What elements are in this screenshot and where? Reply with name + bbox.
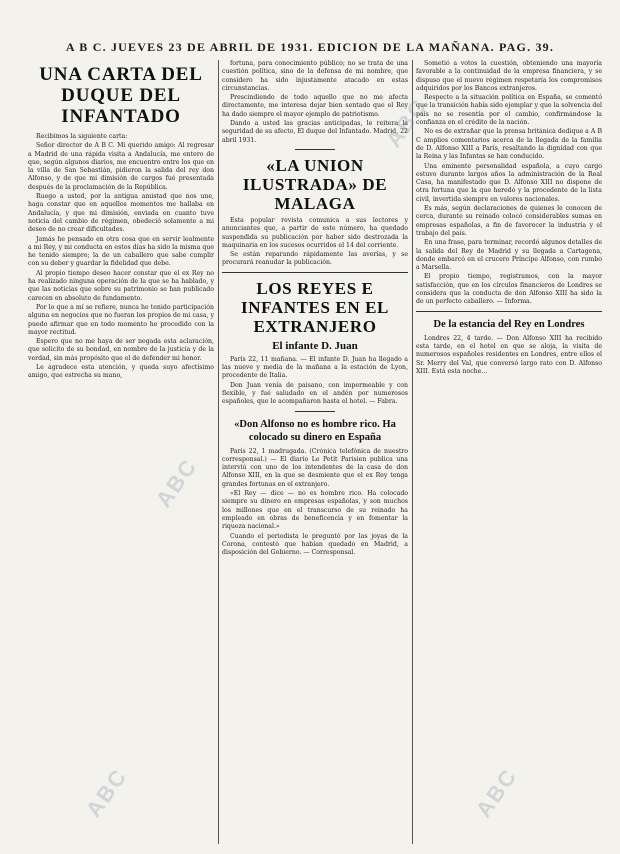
paragraph: Una eminente personalidad española, a cuyo cargo estuvo durante largos años la administración de la Real Casa, ha manifestado que D. Alfonso XIII no dispone de otra fortuna que la que heredó y la procedente de la lista civil, invertida siempre en valores nacionales. <box>416 162 602 203</box>
article-title-reyes-infantes: LOS REYES E INFANTES EN EL EXTRANJERO <box>241 278 389 336</box>
article-title-union-ilustrada: «LA UNION ILUSTRADA» DE MALAGA <box>242 155 388 213</box>
abc-watermark: ABC <box>80 763 133 822</box>
article-title-don-alfonso: «Don Alfonso no es hombre rico. Ha colocado su dinero en España <box>234 418 396 443</box>
running-head: A B C. JUEVES 23 DE ABRIL DE 1931. EDICION DE LA MAÑANA. PAG. 39. <box>65 40 555 54</box>
paragraph: Cuando el periodista le preguntó por las joyas de la Corona, contestó que habían quedado en Madrid, a disposición del Gobierno. — Corresponsal. <box>222 532 408 557</box>
paragraph: Don Juan venía de paisano, con impermeable y con flexible, y fué saludado en el andén por numerosos españoles, que le acompañaron hasta el hotel. — Fabra. <box>222 381 408 406</box>
column-divider <box>218 60 219 844</box>
article-title-infantado: UNA CARTA DEL DUQUE DEL INFANTADO <box>39 64 203 127</box>
paragraph: No es de extrañar que la prensa británica dedique a A B C amplios comentarios acerca de la llegada de la familia de D. Alfonso XIII a París, resaltando la dignidad con que la Reina y las Infantas se han conducido. <box>416 128 602 161</box>
paragraph: Es más, según declaraciones de quienes le conocen de cerca, durante su reinado colocó considerables sumas en empresas españolas, a fin de favorecer la industria y el trabajo del país. <box>416 205 602 237</box>
paragraph: Londres 22, 4 tarde. — Don Alfonso XIII ha recibido esta tarde, en el hotel en que se aloja, la visita de numerosos españoles residentes en Londres, entre ellos el Sr. Merry del Val, que conversó largo rato con D. Alfonso XIII. Está esta noche... <box>416 334 602 375</box>
paragraph: Dando a usted las gracias anticipadas, le reitera la seguridad de su afecto, El duque del Infantado. Madrid, 22 abril 1931. <box>222 120 408 144</box>
paragraph: Al propio tiempo deseo hacer constar que el ex Rey no ha realizado ninguna operación de la que se ha hablado, y que las noticias que sobre su patrimonio se han publicado carecen en absoluto de fundamento. <box>28 269 214 302</box>
subheading-infante-juan: El infante D. Juan <box>272 339 358 352</box>
column-3 <box>416 60 602 377</box>
paragraph: Recibimos la siguiente carta: <box>36 133 128 140</box>
paragraph: «El Rey — dice — no es hombre rico. Ha colocado siempre su dinero en empresas españolas, y son muchos los millones que en el transcurso de su reinado ha empleado en obras de beneficencia y en fomentar la riqueza nacional.» <box>222 490 408 531</box>
abc-watermark: ABC <box>470 763 523 822</box>
separator <box>416 311 602 312</box>
separator <box>222 272 408 273</box>
separator <box>295 411 335 412</box>
paragraph: Señor director de A B C. Mi querido amigo: Al regresar a Madrid de una rápida visita a Andalucía, me entero de que, según algunos diarios, me encuentro entre los que en la villa de San Sebastián, pidieron la salida del rey don Alfonso, y de que mi dimisión de cargos fué presentada después de la proclamación de la República. <box>28 142 214 191</box>
paragraph: Prescindiendo de todo aquello que no me afecta directamente, me interesa dejar bien sentado que el Rey ha dado siempre el mayor ejemplo de patriotismo. <box>222 94 408 118</box>
column-divider <box>412 60 413 844</box>
paragraph: El propio tiempo, registramos, con la mayor satisfacción, que en los círculos financieros de Londres se considera que la conducta de don Alfonso XIII ha sido la de un perfecto caballero. — Informa. <box>416 273 602 306</box>
abc-watermark: ABC <box>380 93 433 152</box>
separator <box>295 149 335 150</box>
paragraph: Se están reparando rápidamente las averías, y se procurará reanudar la publicación. <box>222 251 408 267</box>
article-title-rey-londres: De la estancia del Rey en Londres <box>433 318 585 330</box>
column-2 <box>222 60 408 558</box>
paragraph: Jamás he pensado en otra cosa que en servir lealmente a mi Rey, y mi conducta en estos días ha sido la misma que he tenido siempre; la de un caballero que sabe cumplir con su deber y guardar la fidelidad que debe. <box>28 235 214 268</box>
paragraph: París 22, 11 mañana. — El infante D. Juan ha llegado a las nueve y media de la mañana a la estación de Lyon, procedente de Italia. <box>222 355 408 380</box>
abc-watermark: ABC <box>150 453 203 512</box>
paragraph: fortuna, para conocimiento público; no se trata de una cuestión política, sino de la defensa de mi nombre, que considero ha sido injustamente atacado en estas circunstancias. <box>222 60 408 92</box>
paragraph: Por lo que a mí se refiere, nunca he tenido participación alguna en negocios que no fueran los propios de mi casa, y puedo afirmar que en todo momento he procedido con la mayor rectitud. <box>28 303 214 336</box>
paragraph: Sometió a votos la cuestión, obteniendo una mayoría favorable a la continuidad de la empresa financiera, y se dispuso que el nuevo régimen respetaría los compromisos adquiridos por los Bancos extranjeros. <box>416 60 602 92</box>
paragraph: Ruego a usted, por la antigua amistad que nos une, haga constar que en aquellos momentos me hallaba en Andalucía, y que mi dimisión, enviada en cuanto tuve noticia del cambio de régimen, obedeció solamente a mi deseo de no crear dificultades. <box>28 193 214 234</box>
paragraph: Espero que no me haya de ser negada esta aclaración, que solicito de su bondad, en nombre de la justicia y de la verdad, sin más propósito que el de defender mi honor. <box>28 338 214 362</box>
column-1 <box>28 60 214 382</box>
paragraph: Le agradece esta atención, y queda suyo afectísimo amigo, que estrecha su mano, <box>28 364 214 380</box>
paragraph: Esta popular revista comunica a sus lectores y anunciantes que, a partir de este número, ha quedado suspendida su publicación por haber sido destrozada la maquinaria en los sucesos ocurridos el 14 del corriente. <box>222 216 408 249</box>
paragraph: En una frase, para terminar, recordó algunos detalles de la salida del Rey de Madrid y su llegada a Cartagena, donde embarcó en el crucero Príncipe Alfonso, con rumbo a Marsella. <box>416 239 602 272</box>
paragraph: Respecto a la situación política en España, se comentó que la transición había sido ejemplar y que la solvencia del país no se resentía por el cambio, confirmándose la confianza en el crédito de la nación. <box>416 94 602 127</box>
paragraph: París 22, 1 madrugada. (Crónica telefónica de nuestro corresponsal.) — El diario Le Petit Parisien publica una interviú con uno de los intendentes de la casa de don Alfonso XIII, en la que se desmiente que el ex Rey tenga grandes fortunas en el extranjero. <box>222 447 408 488</box>
